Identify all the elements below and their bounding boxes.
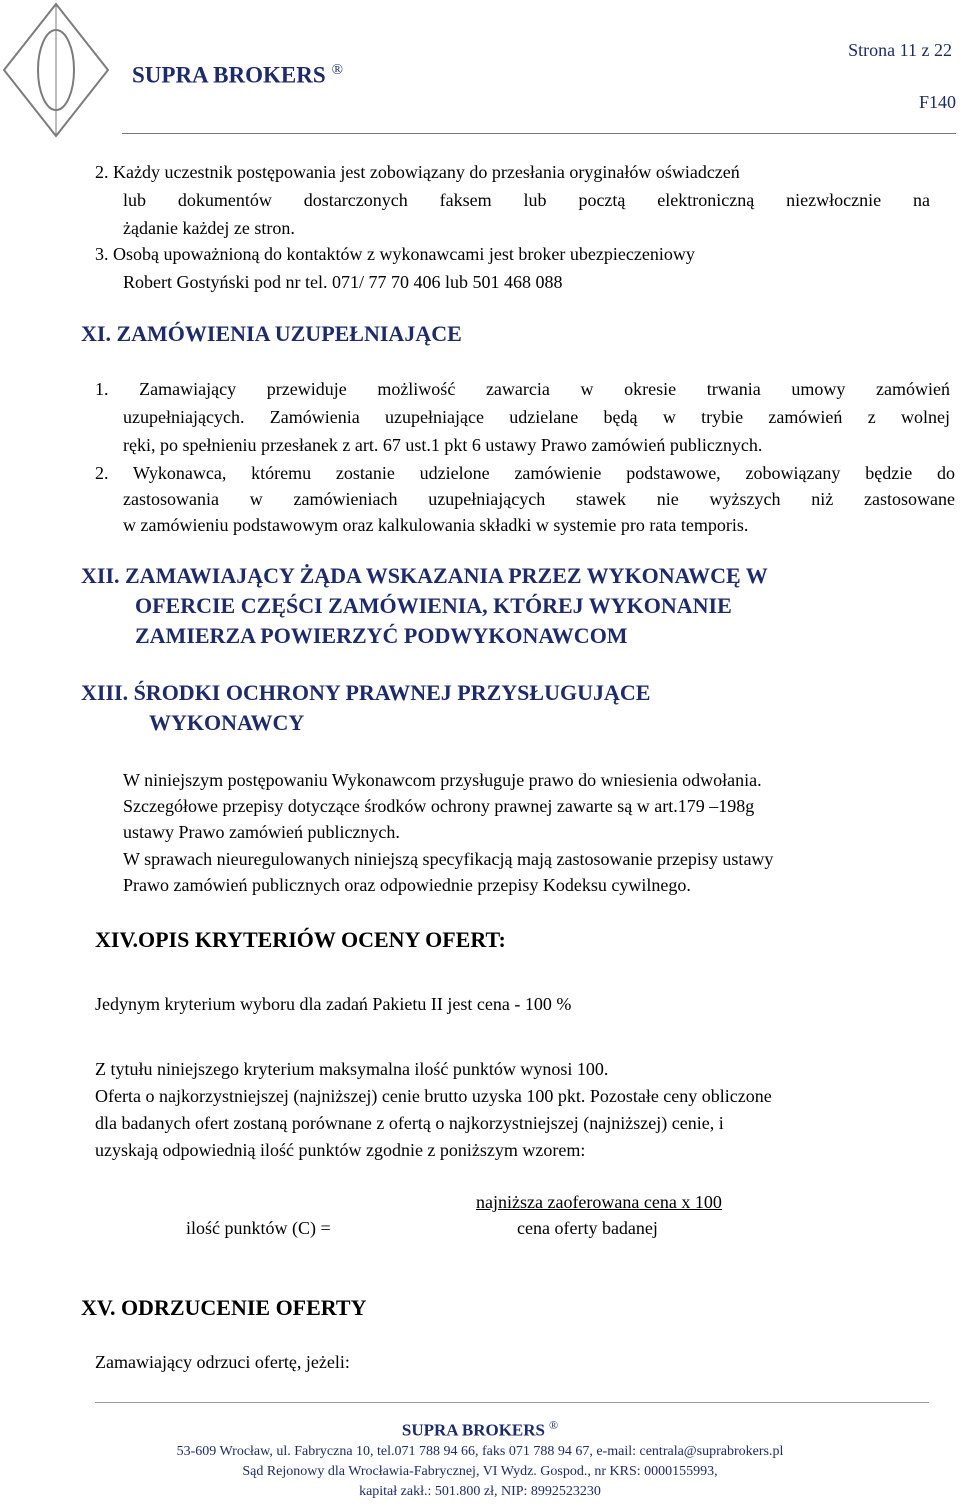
body-line: Robert Gostyński pod nr tel. 071/ 77 70 406 lub 501 468 088 (123, 272, 563, 292)
body-line: żądanie każdej ze stron. (123, 218, 295, 238)
footer-capital: kapitał zakł.: 501.800 zł, NIP: 8992523230 (359, 1484, 601, 1499)
section-heading-xii-cont: OFERCIE CZĘŚCI ZAMÓWIENIA, KTÓREJ WYKONANIE (135, 593, 732, 618)
section-heading-xv: XV. ODRZUCENIE OFERTY (81, 1295, 367, 1320)
body-line: lub dokumentów dostarczonych faksem lub pocztą elektroniczną niezwłocznie na (123, 190, 930, 210)
section-heading-xiv: XIV.OPIS KRYTERIÓW OCENY OFERT: (95, 927, 506, 952)
formula-numerator: najniższa zaoferowana cena x 100 (476, 1192, 722, 1212)
body-line: 2. Każdy uczestnik postępowania jest zobowiązany do przesłania oryginałów oświadczeń (95, 162, 740, 182)
body-line: w zamówieniu podstawowym oraz kalkulowania składki w systemie pro rata temporis. (123, 515, 749, 535)
body-line: W niniejszym postępowaniu Wykonawcom przysługuje prawo do wniesienia odwołania. (123, 770, 762, 790)
body-line: Zamawiający odrzuci ofertę, jeżeli: (95, 1352, 350, 1372)
section-heading-xiii-cont: WYKONAWCY (149, 710, 305, 735)
body-line: zastosowania w zamówieniach uzupełniających stawek nie wyższych niż zastosowane (123, 489, 955, 509)
body-line: Z tytułu niniejszego kryterium maksymalna ilość punktów wynosi 100. (95, 1059, 609, 1079)
section-heading-xi: XI. ZAMÓWIENIA UZUPEŁNIAJĄCE (81, 321, 462, 346)
section-heading-xii-cont: ZAMIERZA POWIERZYĆ PODWYKONAWCOM (135, 623, 628, 648)
header-brand: SUPRA BROKERS ® (132, 62, 344, 88)
body-line: Prawo zamówień publicznych oraz odpowiednie przepisy Kodeksu cywilnego. (123, 875, 691, 895)
footer-court: Sąd Rejonowy dla Wrocławia-Fabrycznej, VI Wydz. Gospod., nr KRS: 0000155993, (242, 1464, 718, 1479)
form-code: F140 (918, 92, 956, 112)
page-number: Strona 11 z 22 (848, 40, 952, 60)
body-line: dla badanych ofert zostaną porównane z ofertą o najkorzystniejszej (najniższej) cenie, i (95, 1113, 724, 1133)
section-heading-xiii: XIII. ŚRODKI OCHRONY PRAWNEJ PRZYSŁUGUJĄCE (81, 680, 651, 705)
body-line: Szczegółowe przepisy dotyczące środków ochrony prawnej zawarte są w art.179 –198g (123, 796, 755, 816)
body-line: uzupełniających. Zamówienia uzupełniające udzielane będą w trybie zamówień z wolnej (123, 407, 950, 427)
footer-divider (95, 1402, 929, 1403)
formula-denominator: cena oferty badanej (517, 1218, 658, 1238)
footer-brand: SUPRA BROKERS ® (401, 1418, 559, 1440)
section-heading-xii: XII. ZAMAWIAJĄCY ŻĄDA WSKAZANIA PRZEZ WYKONAWCĘ W (81, 563, 768, 588)
body-line: uzyskają odpowiednią ilość punktów zgodnie z poniższym wzorem: (95, 1140, 586, 1160)
body-line: 3. Osobą upoważnioną do kontaktów z wykonawcami jest broker ubezpieczeniowy (95, 244, 695, 264)
header-divider (122, 133, 956, 134)
supra-brokers-logo-icon (0, 0, 112, 140)
body-line: 1. Zamawiający przewiduje możliwość zawarcia w okresie trwania umowy zamówień (95, 379, 950, 399)
body-line: Oferta o najkorzystniejszej (najniższej) cenie brutto uzyska 100 pkt. Pozostałe ceny obliczone (95, 1086, 772, 1106)
body-line: ustawy Prawo zamówień publicznych. (123, 822, 400, 842)
criterion-line: Jedynym kryterium wyboru dla zadań Pakietu II jest cena - 100 % (95, 994, 572, 1014)
formula-lhs: ilość punktów (C) = (186, 1218, 331, 1238)
body-line: 2. Wykonawca, któremu zostanie udzielone zamówienie podstawowe, zobowiązany będzie do (95, 463, 955, 483)
body-line: W sprawach nieuregulowanych niniejszą specyfikacją mają zastosowanie przepisy ustawy (123, 849, 774, 869)
footer-address: 53-609 Wrocław, ul. Fabryczna 10, tel.071 788 94 66, faks 071 788 94 67, e-mail: centrala@suprabrokers.pl (176, 1444, 784, 1459)
body-line: ręki, po spełnieniu przesłanek z art. 67 ust.1 pkt 6 ustawy Prawo zamówień publicznych. (123, 435, 763, 455)
